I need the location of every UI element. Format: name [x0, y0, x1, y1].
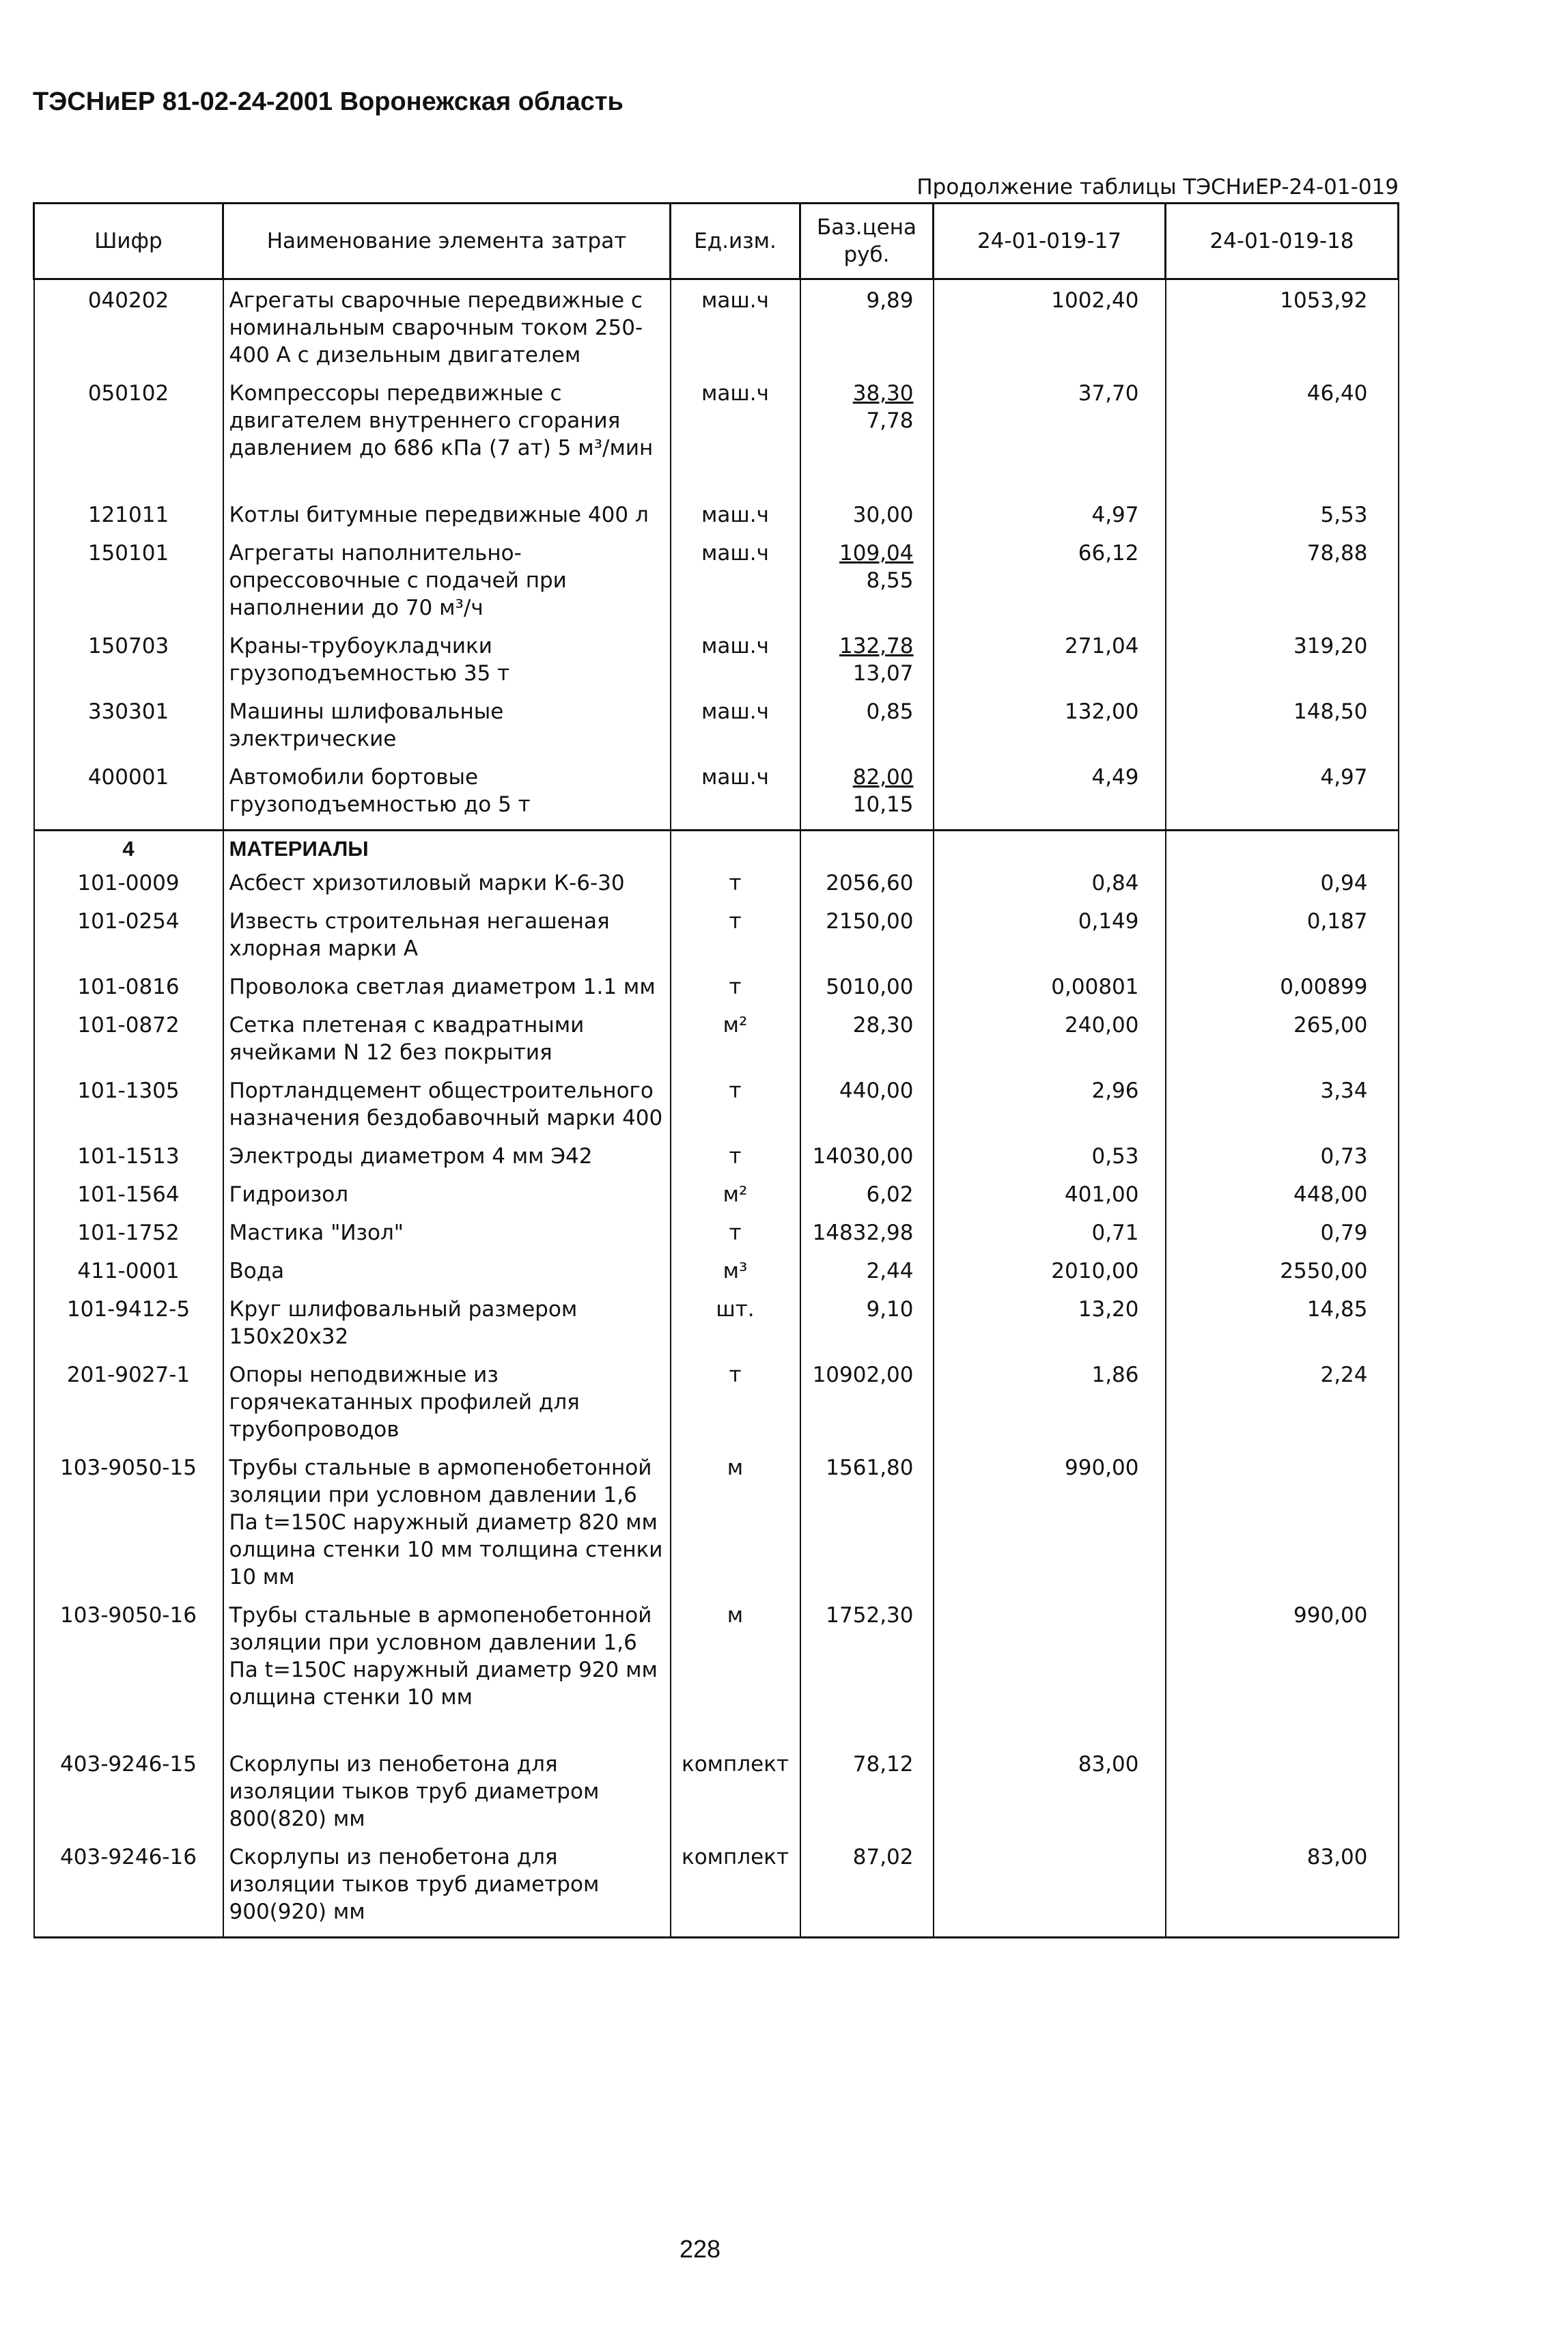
row-value-18: 0,00899	[1166, 973, 1399, 1012]
row-base-price: 5010,00	[800, 973, 934, 1012]
row-unit: комплект	[671, 1844, 800, 1938]
row-code: 101-0009	[34, 870, 223, 908]
row-code: 103-9050-16	[34, 1602, 223, 1751]
row-base-price: 1752,30	[800, 1602, 934, 1751]
row-name: Мастика "Изол"	[223, 1219, 671, 1257]
material-row	[34, 1296, 1399, 1361]
material-row	[34, 1257, 1399, 1296]
row-code: 040202	[34, 279, 223, 380]
machines-section	[34, 279, 1399, 831]
material-row	[34, 1454, 1399, 1602]
row-code: 101-0254	[34, 908, 223, 973]
row-unit: м²	[671, 1012, 800, 1077]
material-row	[34, 870, 1399, 908]
row-base-price: 14030,00	[800, 1143, 934, 1181]
row-name: Опоры неподвижные из горячекатанных профилей для трубопроводов	[223, 1361, 671, 1454]
machine-row	[34, 764, 1399, 831]
row-value-17: 271,04	[934, 632, 1166, 698]
row-base-price	[800, 698, 934, 764]
section-title: МАТЕРИАЛЫ	[223, 831, 671, 870]
row-unit: маш.ч	[671, 698, 800, 764]
material-row	[34, 973, 1399, 1012]
row-name: Сетка плетеная с квадратными ячейками N 12 без покрытия	[223, 1012, 671, 1077]
base-price-wage-value: 7,78	[866, 408, 914, 433]
base-price-value: 9,89	[866, 288, 914, 313]
column-header-code: Шифр	[34, 204, 223, 279]
row-code: 121011	[34, 501, 223, 540]
row-unit: т	[671, 1219, 800, 1257]
row-name: Краны-трубоукладчики грузоподъемностью 35 т	[223, 632, 671, 698]
row-value-17: 0,149	[934, 908, 1166, 973]
column-header-base-price: Баз.цена руб.	[800, 204, 934, 279]
row-value-17: 4,49	[934, 764, 1166, 831]
row-code: 201-9027-1	[34, 1361, 223, 1454]
row-value-18: 46,40	[1166, 380, 1399, 501]
material-row	[34, 1751, 1399, 1844]
row-code: 101-9412-5	[34, 1296, 223, 1361]
materials-section	[34, 870, 1399, 1938]
material-row	[34, 1181, 1399, 1219]
column-header-name: Наименование элемента затрат	[223, 204, 671, 279]
row-name: Автомобили бортовые грузоподъемностью до 5 т	[223, 764, 671, 831]
row-base-price	[800, 279, 934, 380]
row-name: Машины шлифовальные электрические	[223, 698, 671, 764]
row-base-price: 14832,98	[800, 1219, 934, 1257]
base-price-value: 38,30	[852, 381, 914, 406]
row-name: Электроды диаметром 4 мм Э42	[223, 1143, 671, 1181]
row-value-17: 240,00	[934, 1012, 1166, 1077]
row-unit: т	[671, 908, 800, 973]
machine-row	[34, 380, 1399, 501]
row-value-17	[934, 1602, 1166, 1751]
row-value-17: 2010,00	[934, 1257, 1166, 1296]
row-code: 150703	[34, 632, 223, 698]
table-continuation-caption: Продолжение таблицы ТЭСНиЕР-24-01-019	[916, 175, 1399, 199]
row-value-18: 78,88	[1166, 540, 1399, 632]
material-row	[34, 1219, 1399, 1257]
machine-row	[34, 698, 1399, 764]
row-code: 101-0816	[34, 973, 223, 1012]
row-value-17: 66,12	[934, 540, 1166, 632]
row-name: Трубы стальные в армопенобетонной золяции при условном давлении 1,6 Па t=150С наружный диаметр 820 мм олщина стенки 10 мм толщина стенки 10 мм	[223, 1454, 671, 1602]
base-price-wage-value: 13,07	[852, 661, 914, 686]
row-base-price	[800, 632, 934, 698]
row-value-18: 0,73	[1166, 1143, 1399, 1181]
page-number: 228	[679, 2235, 721, 2263]
row-base-price: 28,30	[800, 1012, 934, 1077]
row-unit: шт.	[671, 1296, 800, 1361]
base-price-value: 82,00	[852, 765, 914, 790]
row-unit: маш.ч	[671, 764, 800, 831]
row-value-18: 1053,92	[1166, 279, 1399, 380]
row-value-17: 0,53	[934, 1143, 1166, 1181]
row-value-18: 4,97	[1166, 764, 1399, 831]
row-unit: т	[671, 1361, 800, 1454]
row-base-price: 10902,00	[800, 1361, 934, 1454]
row-code: 101-1564	[34, 1181, 223, 1219]
row-value-18: 990,00	[1166, 1602, 1399, 1751]
row-value-17: 0,84	[934, 870, 1166, 908]
row-base-price: 78,12	[800, 1751, 934, 1844]
row-code: 101-1752	[34, 1219, 223, 1257]
table-header-row	[34, 204, 1399, 279]
row-name: Гидроизол	[223, 1181, 671, 1219]
column-header-24-01-019-18: 24-01-019-18	[1166, 204, 1399, 279]
row-value-17: 1002,40	[934, 279, 1166, 380]
row-unit: м³	[671, 1257, 800, 1296]
row-name: Агрегаты наполнительно-опрессовочные с подачей при наполнении до 70 м³/ч	[223, 540, 671, 632]
base-price-value: 30,00	[852, 503, 914, 527]
row-unit: м	[671, 1602, 800, 1751]
row-name: Известь строительная негашеная хлорная марки А	[223, 908, 671, 973]
row-code: 101-1513	[34, 1143, 223, 1181]
row-base-price: 2,44	[800, 1257, 934, 1296]
row-value-18: 0,79	[1166, 1219, 1399, 1257]
row-name: Вода	[223, 1257, 671, 1296]
row-value-17: 37,70	[934, 380, 1166, 501]
section-row	[34, 831, 1399, 870]
row-code: 330301	[34, 698, 223, 764]
row-base-price: 2150,00	[800, 908, 934, 973]
row-base-price	[800, 540, 934, 632]
row-unit: т	[671, 870, 800, 908]
row-unit: м	[671, 1454, 800, 1602]
row-unit: т	[671, 973, 800, 1012]
row-unit: маш.ч	[671, 540, 800, 632]
material-row	[34, 1143, 1399, 1181]
row-base-price: 2056,60	[800, 870, 934, 908]
materials-section-header	[34, 831, 1399, 870]
row-base-price: 440,00	[800, 1077, 934, 1143]
row-name: Проволока светлая диаметром 1.1 мм	[223, 973, 671, 1012]
row-unit: маш.ч	[671, 632, 800, 698]
row-code: 403-9246-15	[34, 1751, 223, 1844]
machine-row	[34, 279, 1399, 380]
material-row	[34, 1844, 1399, 1938]
machine-row	[34, 540, 1399, 632]
row-value-17: 132,00	[934, 698, 1166, 764]
row-value-17: 401,00	[934, 1181, 1166, 1219]
base-price-wage-value: 8,55	[866, 568, 914, 593]
row-value-18: 2,24	[1166, 1361, 1399, 1454]
row-value-18: 448,00	[1166, 1181, 1399, 1219]
row-value-18: 3,34	[1166, 1077, 1399, 1143]
row-base-price	[800, 764, 934, 831]
row-unit: т	[671, 1143, 800, 1181]
row-code: 411-0001	[34, 1257, 223, 1296]
row-code: 101-1305	[34, 1077, 223, 1143]
machine-row	[34, 632, 1399, 698]
row-value-17: 4,97	[934, 501, 1166, 540]
base-price-wage-value: 10,15	[852, 792, 914, 817]
material-row	[34, 1361, 1399, 1454]
row-code: 050102	[34, 380, 223, 501]
row-value-18: 0,187	[1166, 908, 1399, 973]
row-name: Компрессоры передвижные с двигателем внутреннего сгорания давлением до 686 кПа (7 ат) 5 м³/мин	[223, 380, 671, 501]
row-code: 101-0872	[34, 1012, 223, 1077]
material-row	[34, 908, 1399, 973]
row-name: Круг шлифовальный размером 150х20х32	[223, 1296, 671, 1361]
row-value-18: 5,53	[1166, 501, 1399, 540]
row-base-price: 1561,80	[800, 1454, 934, 1602]
row-value-18: 14,85	[1166, 1296, 1399, 1361]
row-value-18: 83,00	[1166, 1844, 1399, 1938]
material-row	[34, 1012, 1399, 1077]
row-name: Портландцемент общестроительного назначения бездобавочный марки 400	[223, 1077, 671, 1143]
row-unit: маш.ч	[671, 380, 800, 501]
row-code: 103-9050-15	[34, 1454, 223, 1602]
row-value-17: 1,86	[934, 1361, 1166, 1454]
row-value-18	[1166, 1751, 1399, 1844]
row-unit: маш.ч	[671, 279, 800, 380]
row-name: Трубы стальные в армопенобетонной золяции при условном давлении 1,6 Па t=150С наружный диаметр 920 мм олщина стенки 10 мм	[223, 1602, 671, 1751]
row-value-17: 0,00801	[934, 973, 1166, 1012]
row-value-17	[934, 1844, 1166, 1938]
row-value-17: 990,00	[934, 1454, 1166, 1602]
material-row	[34, 1077, 1399, 1143]
machine-row	[34, 501, 1399, 540]
row-value-17: 83,00	[934, 1751, 1166, 1844]
base-price-value: 132,78	[839, 634, 914, 658]
section-code: 4	[34, 831, 223, 870]
row-value-18: 0,94	[1166, 870, 1399, 908]
base-price-value: 0,85	[866, 699, 914, 724]
row-value-18: 319,20	[1166, 632, 1399, 698]
row-name: Скорлупы из пенобетона для изоляции тыков труб диаметром 900(920) мм	[223, 1844, 671, 1938]
row-base-price: 9,10	[800, 1296, 934, 1361]
row-value-17: 2,96	[934, 1077, 1166, 1143]
row-value-17: 0,71	[934, 1219, 1166, 1257]
row-value-17: 13,20	[934, 1296, 1166, 1361]
row-base-price: 6,02	[800, 1181, 934, 1219]
row-value-18	[1166, 1454, 1399, 1602]
base-price-value: 109,04	[839, 541, 914, 566]
material-row	[34, 1602, 1399, 1751]
row-unit: комплект	[671, 1751, 800, 1844]
row-code: 150101	[34, 540, 223, 632]
row-value-18: 2550,00	[1166, 1257, 1399, 1296]
row-value-18: 265,00	[1166, 1012, 1399, 1077]
row-base-price: 87,02	[800, 1844, 934, 1938]
row-name: Асбест хризотиловый марки К-6-30	[223, 870, 671, 908]
row-base-price	[800, 501, 934, 540]
row-code: 403-9246-16	[34, 1844, 223, 1938]
row-name: Скорлупы из пенобетона для изоляции тыков труб диаметром 800(820) мм	[223, 1751, 671, 1844]
row-value-18: 148,50	[1166, 698, 1399, 764]
row-base-price	[800, 380, 934, 501]
row-unit: м²	[671, 1181, 800, 1219]
row-unit: маш.ч	[671, 501, 800, 540]
row-name: Котлы битумные передвижные 400 л	[223, 501, 671, 540]
row-unit: т	[671, 1077, 800, 1143]
column-header-unit: Ед.изм.	[671, 204, 800, 279]
estimate-table	[33, 202, 1399, 1938]
row-code: 400001	[34, 764, 223, 831]
document-title: ТЭСНиЕР 81-02-24-2001 Воронежская область	[33, 87, 624, 116]
row-name: Агрегаты сварочные передвижные с номинальным сварочным током 250-400 А с дизельным двигателем	[223, 279, 671, 380]
column-header-24-01-019-17: 24-01-019-17	[934, 204, 1166, 279]
